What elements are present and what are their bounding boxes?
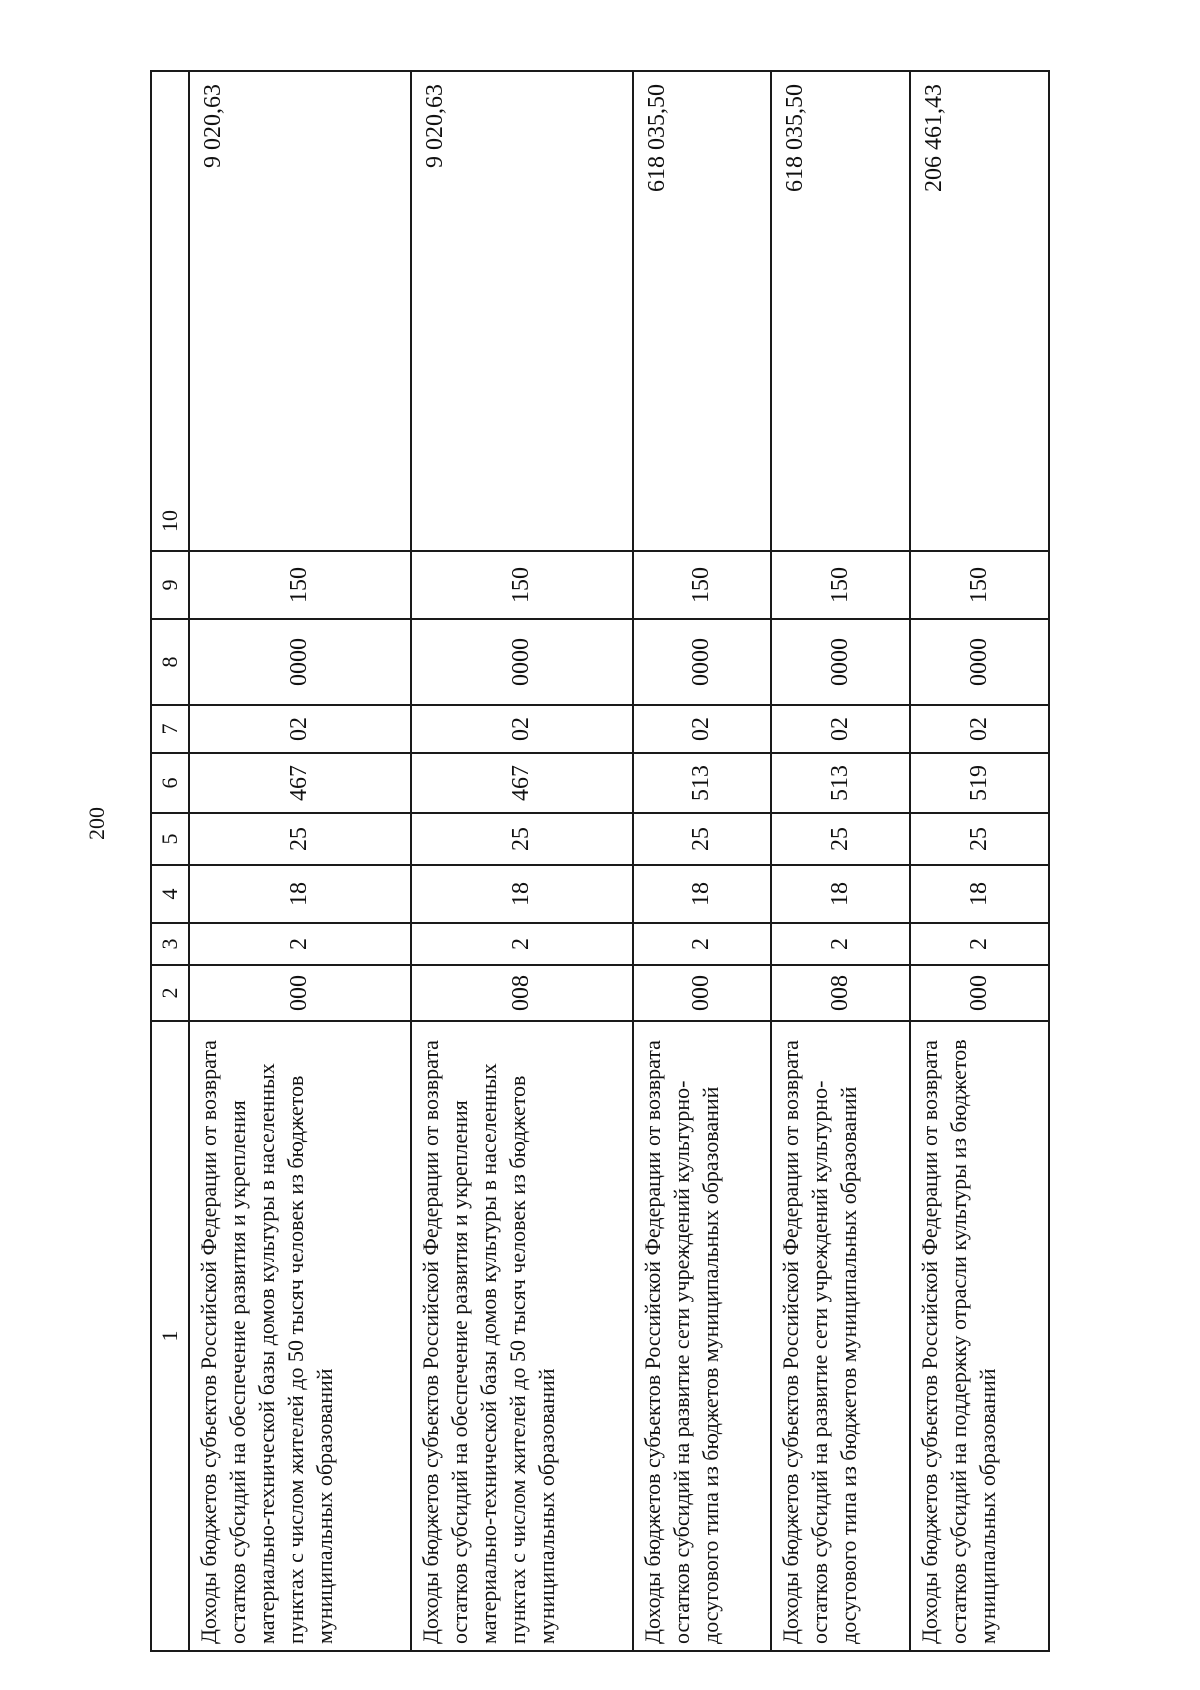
row-description: Доходы бюджетов субъектов Российской Федерации от возврата остатков субсидий на поддержку отрасли культуры из бюджетов муниципальных образований <box>910 1021 1049 1651</box>
column-header-5: 5 <box>151 813 189 865</box>
row-code-9: 150 <box>411 551 633 619</box>
row-code-8: 0000 <box>411 619 633 705</box>
row-code-8: 0000 <box>633 619 772 705</box>
row-code-2: 000 <box>910 965 1049 1021</box>
row-description: Доходы бюджетов субъектов Российской Федерации от возврата остатков субсидий на развитие сети учреждений культурно-досугового типа из бюджетов муниципальных образований <box>633 1021 772 1651</box>
table-row <box>411 71 633 1651</box>
row-code-6: 513 <box>633 753 772 813</box>
row-amount: 9 020,63 <box>411 71 633 551</box>
table-row <box>910 71 1049 1651</box>
row-code-7: 02 <box>189 705 411 753</box>
row-code-4: 18 <box>771 865 910 923</box>
row-code-6: 513 <box>771 753 910 813</box>
row-code-9: 150 <box>910 551 1049 619</box>
row-code-6: 467 <box>189 753 411 813</box>
column-header-8: 8 <box>151 619 189 705</box>
row-description: Доходы бюджетов субъектов Российской Федерации от возврата остатков субсидий на обеспечение развития и укрепления материально-технической базы домов культуры в населенных пунктах с числом жителей до 50 тысяч человек из бюджетов муниципальных образований <box>189 1021 411 1651</box>
row-code-8: 0000 <box>189 619 411 705</box>
column-header-6: 6 <box>151 753 189 813</box>
row-code-4: 18 <box>633 865 772 923</box>
row-code-2: 000 <box>189 965 411 1021</box>
row-code-8: 0000 <box>910 619 1049 705</box>
row-description: Доходы бюджетов субъектов Российской Федерации от возврата остатков субсидий на обеспечение развития и укрепления материально-технической базы домов культуры в населенных пунктах с числом жителей до 50 тысяч человек из бюджетов муниципальных образований <box>411 1021 633 1651</box>
row-code-2: 008 <box>771 965 910 1021</box>
row-code-2: 008 <box>411 965 633 1021</box>
row-code-7: 02 <box>633 705 772 753</box>
row-code-3: 2 <box>633 923 772 965</box>
row-code-8: 0000 <box>771 619 910 705</box>
table-row <box>771 71 910 1651</box>
row-code-4: 18 <box>910 865 1049 923</box>
row-code-9: 150 <box>633 551 772 619</box>
row-code-3: 2 <box>771 923 910 965</box>
row-amount: 618 035,50 <box>771 71 910 551</box>
column-header-9: 9 <box>151 551 189 619</box>
row-code-7: 02 <box>771 705 910 753</box>
column-header-2: 2 <box>151 965 189 1021</box>
row-code-7: 02 <box>411 705 633 753</box>
column-header-4: 4 <box>151 865 189 923</box>
row-code-3: 2 <box>189 923 411 965</box>
page-number: 200 <box>84 807 109 840</box>
row-amount: 618 035,50 <box>633 71 772 551</box>
row-code-9: 150 <box>189 551 411 619</box>
column-header-10: 10 <box>151 71 189 551</box>
row-code-3: 2 <box>910 923 1049 965</box>
row-code-5: 25 <box>411 813 633 865</box>
budget-table <box>150 70 1050 1652</box>
row-code-5: 25 <box>189 813 411 865</box>
rotated-table-sheet <box>150 72 1050 1652</box>
row-code-7: 02 <box>910 705 1049 753</box>
column-header-3: 3 <box>151 923 189 965</box>
row-code-4: 18 <box>411 865 633 923</box>
row-code-5: 25 <box>910 813 1049 865</box>
column-header-1: 1 <box>151 1021 189 1651</box>
row-code-6: 467 <box>411 753 633 813</box>
row-code-6: 519 <box>910 753 1049 813</box>
row-code-2: 000 <box>633 965 772 1021</box>
column-header-7: 7 <box>151 705 189 753</box>
table-row <box>189 71 411 1651</box>
row-code-5: 25 <box>771 813 910 865</box>
row-code-9: 150 <box>771 551 910 619</box>
row-amount: 9 020,63 <box>189 71 411 551</box>
row-code-4: 18 <box>189 865 411 923</box>
row-amount: 206 461,43 <box>910 71 1049 551</box>
table-row <box>633 71 772 1651</box>
table-header-row <box>151 71 189 1651</box>
row-description: Доходы бюджетов субъектов Российской Федерации от возврата остатков субсидий на развитие сети учреждений культурно-досугового типа из бюджетов муниципальных образований <box>771 1021 910 1651</box>
row-code-3: 2 <box>411 923 633 965</box>
row-code-5: 25 <box>633 813 772 865</box>
